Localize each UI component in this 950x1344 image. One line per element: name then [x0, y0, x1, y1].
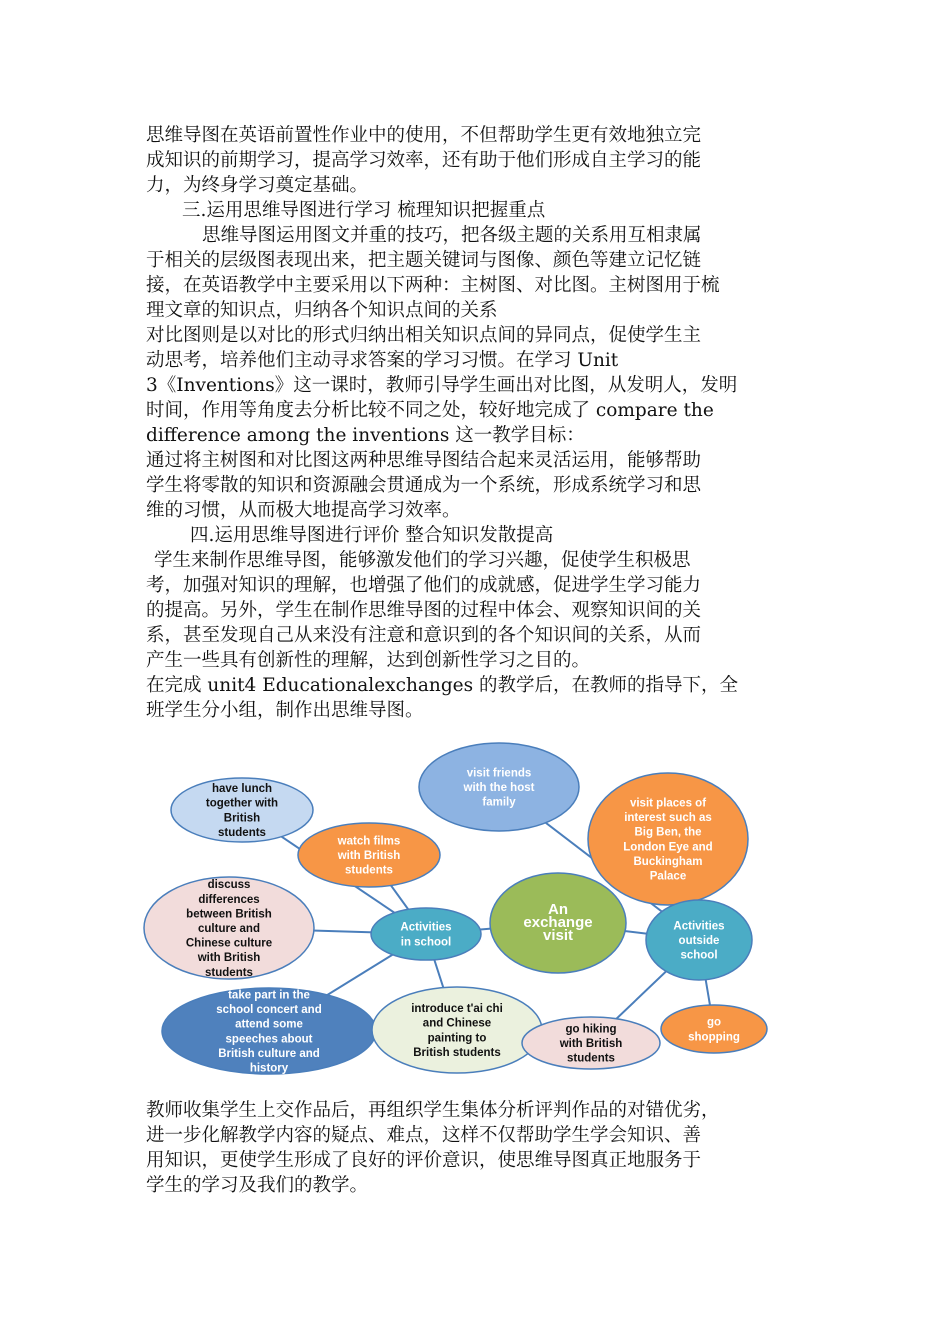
text-line: 进一步化解教学内容的疑点、难点，这样不仅帮助学生学会知识、善 [146, 1125, 702, 1146]
node-watch-films [298, 823, 440, 887]
node-introduce-taichi-shape [372, 987, 542, 1073]
node-take-part-concert-label: take part in the [228, 989, 310, 1002]
heading-text: 三.运用思维导图进行学习 梳理知识把握重点 [182, 200, 546, 221]
node-discuss-differences [144, 877, 314, 979]
node-have-lunch-label: British [223, 812, 261, 825]
text-line: 于相关的层级图表现出来，把主题关键词与图像、颜色等建立记忆链 [146, 250, 702, 271]
text-line: 学生的学习及我们的教学。 [146, 1175, 369, 1196]
node-take-part-concert [162, 988, 376, 1075]
paragraph-7 [146, 1098, 811, 1198]
hub-activities-in-school-label: in school [400, 936, 452, 949]
node-visit-places-label: Big Ben, the [634, 826, 702, 839]
node-visit-friends-label: with the host [463, 782, 535, 794]
node-take-part-concert-label: history [249, 1062, 289, 1075]
node-take-part-concert-label: school concert and [216, 1004, 322, 1017]
node-discuss-differences-label: with British [197, 952, 261, 965]
node-have-lunch [171, 778, 313, 842]
text-line: 产生一些具有创新性的理解，达到创新性学习之目的。 [146, 650, 591, 671]
node-watch-films-label: with British [337, 850, 401, 862]
text-line: 教师收集学生上交作品后，再组织学生集体分析评判作品的对错优劣， [146, 1100, 720, 1121]
node-discuss-differences-label: students [205, 966, 253, 979]
text-line: 动思考，培养他们主动寻求答案的学习习惯。在学习 Unit [146, 350, 619, 371]
center-node-label: An [548, 901, 568, 918]
node-visit-places-label: interest such as [624, 812, 712, 825]
node-visit-places-label: visit places of [629, 797, 707, 810]
node-discuss-differences-label: differences [198, 893, 260, 906]
text-line: 学生来制作思维导图，能够激发他们的学习兴趣，促使学生积极思 [154, 550, 691, 571]
paragraph-6 [146, 673, 811, 723]
text-line: 成知识的前期学习，提高学习效率，还有助于他们形成自主学习的能 [146, 150, 702, 171]
node-introduce-taichi-label: painting to [427, 1032, 487, 1045]
node-go-shopping-label: go [706, 1016, 722, 1029]
node-discuss-differences-label: culture and [198, 923, 260, 935]
node-visit-friends-label: family [482, 796, 516, 809]
node-watch-films-label: watch films [337, 835, 401, 848]
node-go-hiking-label: students [567, 1052, 615, 1065]
node-introduce-taichi-label: introduce t'ai chi [411, 1003, 503, 1016]
node-visit-places-label: Palace [649, 870, 687, 883]
hub-activities-outside-school-label: outside [678, 935, 720, 947]
mind-map-nodes [144, 743, 767, 1075]
node-discuss-differences-label: Chinese culture [185, 937, 273, 950]
center-node-label: visit [542, 927, 574, 944]
section-heading-3 [146, 198, 811, 223]
node-visit-places-label: London Eye and [623, 841, 713, 854]
paragraph-4 [146, 448, 811, 523]
node-visit-places-label: Buckingham [633, 855, 703, 868]
text-line: 通过将主树图和对比图这两种思维导图结合起来灵活运用，能够帮助 [146, 450, 702, 471]
node-take-part-concert-label: British culture and [218, 1047, 320, 1060]
node-have-lunch-label: students [218, 826, 266, 839]
paragraph-5 [146, 548, 811, 673]
text-line: 接，在英语教学中主要采用以下两种：主树图、对比图。主树图用于梳 [146, 275, 720, 296]
node-visit-friends-label: visit friends [466, 767, 532, 780]
text-line: 的提高。另外，学生在制作思维导图的过程中体会、观察知识间的关 [146, 600, 702, 621]
text-line: 考，加强对知识的理解，也增强了他们的成就感，促进学生学习能力 [146, 575, 702, 596]
text-line: 思维导图在英语前置性作业中的使用，不但帮助学生更有效地独立完 [146, 125, 702, 146]
node-go-hiking-label: go hiking [565, 1023, 617, 1036]
node-have-lunch-label: have lunch [211, 783, 273, 796]
node-have-lunch-label: together with [205, 797, 279, 810]
paragraph-3 [146, 323, 811, 448]
node-go-shopping-shape [661, 1005, 767, 1053]
node-visit-friends [419, 743, 579, 831]
heading-text: 四.运用思维导图进行评价 整合知识发散提高 [190, 525, 554, 546]
node-take-part-concert-label: speeches about [225, 1033, 313, 1046]
text-line: 对比图则是以对比的形式归纳出相关知识点间的异同点，促使学生主 [146, 325, 702, 346]
paragraph-2 [146, 223, 811, 323]
paragraph-1 [146, 123, 811, 198]
text-line: 3《Inventions》这一课时，教师引导学生画出对比图，从发明人，发明 [146, 375, 738, 396]
text-line: 系，甚至发现自己从来没有注意和意识到的各个知识间的关系，从而 [146, 625, 702, 646]
text-line: 力，为终身学习奠定基础。 [146, 175, 369, 196]
node-go-shopping-label: shopping [688, 1031, 740, 1044]
text-line: 思维导图运用图文并重的技巧，把各级主题的关系用互相隶属 [202, 225, 702, 246]
node-visit-places-shape [588, 773, 748, 905]
node-introduce-taichi-label: British students [413, 1046, 501, 1059]
text-line: 在完成 unit4 Educationalexchanges 的教学后，在教师的指导下，全 [146, 675, 738, 696]
hub-activities-in-school-label: Activities [400, 921, 452, 934]
node-introduce-taichi [372, 987, 542, 1073]
node-take-part-concert-label: attend some [235, 1018, 303, 1031]
mind-map-diagram [140, 735, 790, 1085]
hub-activities-outside-school-label: school [680, 949, 718, 962]
node-go-hiking [522, 1017, 660, 1069]
text-line: difference among the inventions 这一教学目标： [146, 425, 585, 446]
node-go-shopping [661, 1005, 767, 1053]
hub-activities-in-school-shape [371, 908, 481, 960]
hub-activities-outside-school [646, 900, 752, 980]
node-introduce-taichi-label: and Chinese [422, 1017, 492, 1030]
text-line: 用知识，更使学生形成了良好的评价意识，使思维导图真正地服务于 [146, 1150, 702, 1171]
node-discuss-differences-label: between British [186, 908, 272, 921]
hub-activities-in-school [371, 908, 481, 960]
center-node [490, 873, 626, 973]
text-line: 时间，作用等角度去分析比较不同之处，较好地完成了 compare the [146, 400, 714, 421]
node-watch-films-label: students [345, 864, 393, 877]
node-visit-places [588, 773, 748, 905]
text-line: 学生将零散的知识和资源融会贯通成为一个系统，形成系统学习和思 [146, 475, 702, 496]
text-line: 班学生分小组，制作出思维导图。 [146, 700, 424, 721]
text-line: 维的习惯，从而极大地提高学习效率。 [146, 500, 461, 521]
text-line: 理文章的知识点，归纳各个知识点间的关系 [146, 300, 498, 321]
node-discuss-differences-label: discuss [207, 879, 251, 892]
section-heading-4 [146, 523, 811, 548]
center-node-label: exchange [523, 914, 593, 931]
node-go-hiking-label: with British [559, 1038, 623, 1050]
hub-activities-outside-school-label: Activities [673, 920, 725, 933]
